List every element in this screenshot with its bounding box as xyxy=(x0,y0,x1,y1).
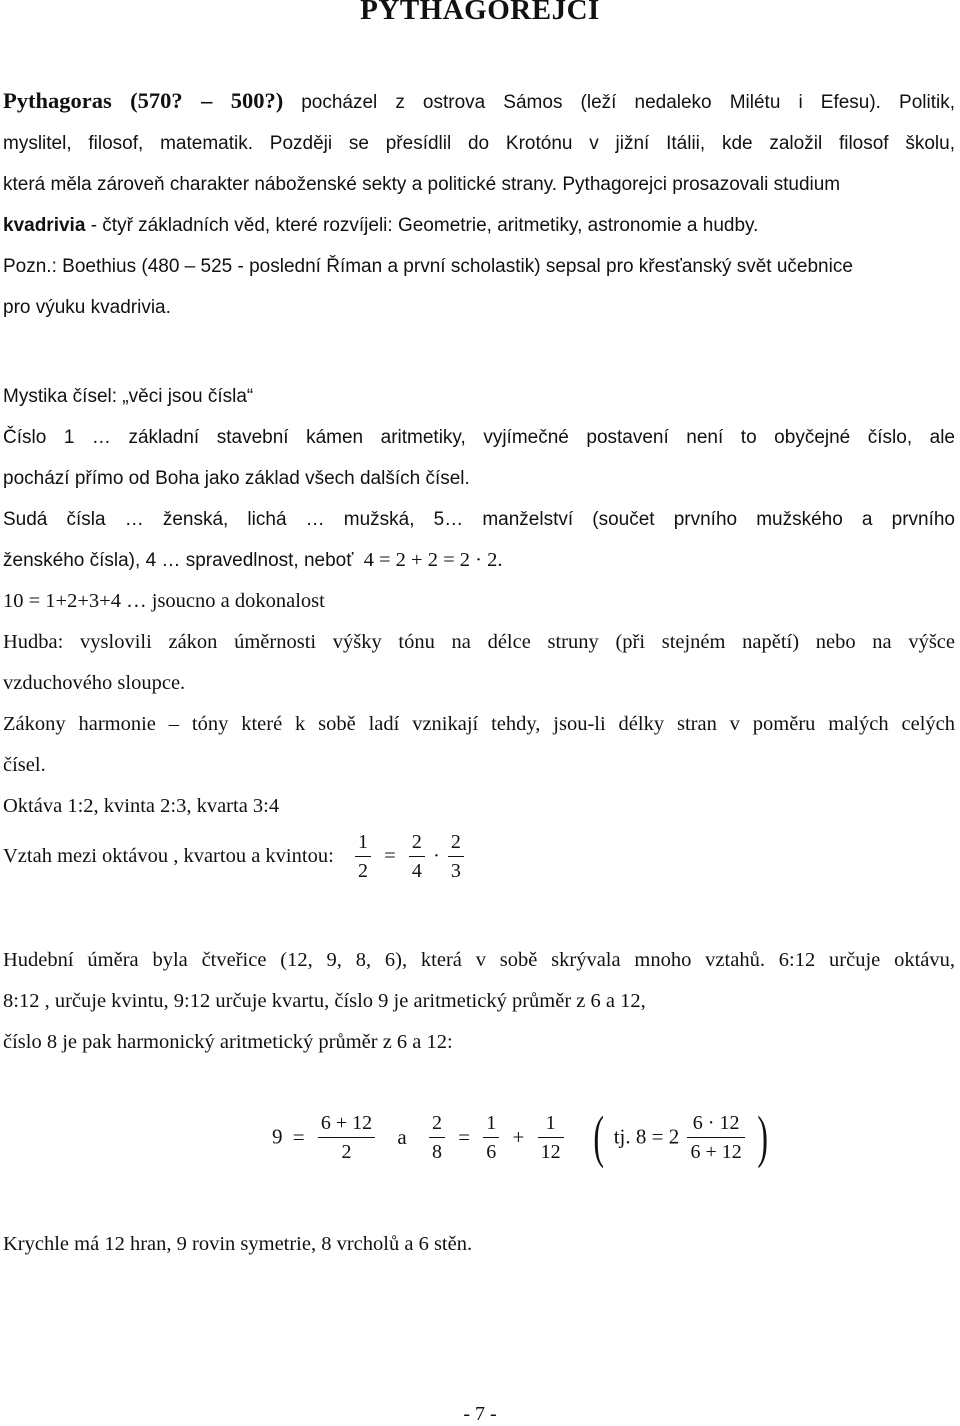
ten-line: 10 = 1+2+3+4 … jsoucno a dokonalost xyxy=(3,590,325,612)
cislo1-line-1: Číslo 1 … základní stavební kámen aritmetiky, vyjímečné postavení není to obyčejné číslo, ale xyxy=(3,427,955,448)
page-number: - 7 - xyxy=(463,1403,497,1425)
equals-sign: = xyxy=(384,845,396,867)
zakony-line-2: čísel. xyxy=(3,754,46,776)
intro-paragraph xyxy=(3,80,955,328)
fraction-two-fourths: $\frac{2}{4}$ xyxy=(409,828,425,885)
pozn-label: Pozn. xyxy=(3,256,52,277)
dot-operator: · xyxy=(432,845,440,867)
hudebni-line-2: 8:12 , určuje kvintu, 9:12 určuje kvartu, číslo 9 je aritmetický průměr z 6 a 12, xyxy=(3,990,646,1012)
zakony-line-1: Zákony harmonie – tóny které k sobě ladí vznikají tehdy, jsou-li délky stran v poměru malých celých xyxy=(3,713,955,735)
suda-formula: 4 = 2 + 2 = 2 · 2. xyxy=(363,549,503,571)
left-paren: ( xyxy=(593,1104,605,1169)
fraction-harmonic-mean: $\frac{6 \cdot 12}{6 + 12}$ xyxy=(687,1109,744,1166)
fraction-1-6: $\frac{1}{6}$ xyxy=(483,1109,499,1166)
fraction-2-8: $\frac{2}{8}$ xyxy=(429,1109,445,1166)
oktava-line: Oktáva 1:2, kvinta 2:3, kvarta 3:4 xyxy=(3,795,280,817)
hudba-line-2: vzduchového sloupce. xyxy=(3,672,186,694)
right-paren: ) xyxy=(757,1104,768,1169)
suda-line-2: ženského čísla), 4 … spravedlnost, neboť 4 = 2 + 2 = 2 · 2. xyxy=(3,549,503,571)
krychle-line: Krychle má 12 hran, 9 rovin symetrie, 8 vrcholů a 6 stěn. xyxy=(3,1233,473,1255)
hudebni-line-3: číslo 8 je pak harmonický aritmetický průměr z 6 a 12: xyxy=(3,1031,453,1053)
intro-line-2: myslitel, filosof, matematik. Později se přesídlil do Krotónu v jižní Itálii, kde založil filosof školu, xyxy=(3,133,955,154)
intro-line-3: která měla zároveň charakter náboženské sekty a politické strany. Pythagorejci prosazovali studium xyxy=(3,174,841,195)
fraction-1-12: $\frac{1}{12}$ xyxy=(538,1109,564,1166)
fraction-half: $\frac{1}{2}$ xyxy=(355,828,371,885)
pozn-line-1: Pozn.: Boethius (480 – 525 - poslední Říman a první scholastik) sepsal pro křesťanský svět učebnice xyxy=(3,256,853,277)
hudebni-section xyxy=(3,940,955,1063)
hudebni-line-1: Hudební úměra byla čtveřice (12, 9, 8, 6), která v sobě skrývala mnoho vztahů. 6:12 určuje oktávu, xyxy=(3,949,955,971)
hudba-line-1: Hudba: vyslovili zákon úměrnosti výšky tónu na délce struny (při stejném napětí) nebo na výšce xyxy=(3,631,955,653)
suda-line-1: Sudá čísla … ženská, lichá … mužská, 5… manželství (součet prvního mužského a prvního xyxy=(3,509,955,530)
fraction-two-thirds: $\frac{2}{3}$ xyxy=(448,828,464,885)
fraction-arith-mean: $\frac{6 + 12}{2}$ xyxy=(318,1109,375,1166)
cislo1-line-2: pochází přímo od Boha jako základ všech dalších čísel. xyxy=(3,468,470,489)
intro-line-4: kvadrivia - čtyř základních věd, které rozvíjeli: Geometrie, aritmetiky, astronomie a hudby. xyxy=(3,215,759,236)
vztah-line xyxy=(3,828,467,885)
page-title: PYTHAGOREJCI xyxy=(360,0,600,26)
intro-line-1: Pythagoras (570? – 500?) pocházel z ostrova Sámos (leží nedaleko Milétu i Efesu). Politik, xyxy=(3,88,956,113)
mystika-section xyxy=(3,376,955,827)
harmonic-formula: 9 = $\frac{6 + 12}{2}$ a $\frac{2}{8}$ = $\frac{1}{6}$ + $\frac{1}{12}$ ( tj. 8 = 2 $\frac{6 \cdot 12}{6 + 12}$ ) xyxy=(272,1104,768,1169)
pozn-line-2: pro výuku kvadrivia. xyxy=(3,297,171,318)
mystika-heading: Mystika čísel: „věci jsou čísla“ xyxy=(3,386,254,407)
kvadrivia-term: kvadrivia xyxy=(3,215,86,236)
vztah-label: Vztah mezi oktávou , kvartou a kvintou: xyxy=(3,845,334,867)
pythagoras-name: Pythagoras (570? – 500?) xyxy=(3,88,284,113)
